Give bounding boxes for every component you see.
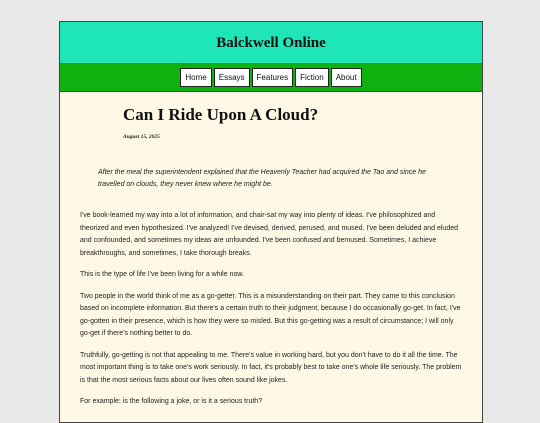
page-frame: [59, 21, 483, 423]
nav-about[interactable]: About: [331, 68, 362, 87]
post-date: August 15, 2025: [123, 134, 160, 140]
post-title: Can I Ride Upon A Cloud?: [123, 105, 319, 124]
paragraph: Truthfully, go-getting is not that appealing to me. There's value in working hard, but you don't have to do it all the time. The most important thing is to take one's work seriously. In fact, it's probably best to take one's whole life seriously. The problem is that the most serious facts about our lives often sound like jokes.: [80, 351, 462, 384]
nav-essays[interactable]: Essays: [214, 68, 250, 87]
site-header: [60, 22, 482, 64]
article-body: [80, 210, 462, 409]
site-title[interactable]: Balckwell Online: [216, 35, 326, 51]
nav-home[interactable]: Home: [180, 68, 211, 87]
paragraph: This is the type of life I've been living for a while now.: [80, 271, 244, 278]
epigraph: After the meal the superintendent explained that the Heavenly Teacher had acquired the Tao and since he travelled on clouds, they never knew where he might be.: [98, 169, 426, 188]
paragraph: For example: is the following a joke, or is it a serious truth?: [80, 398, 263, 405]
main-nav: [60, 64, 482, 92]
paragraph: I've book-learned my way into a lot of information, and chair-sat my way into plenty of ideas. I've philosophized and theorized and even hypothesized. I've analyzed! I've devised, derived, perused, and mused. I've been deluded and eluded and confounded, and sometimes my ideas are unfounded. I've been confused and bemused. Sometimes, I achieve breakthroughs, and sometimes, I take thorough breaks.: [80, 212, 458, 257]
nav-fiction[interactable]: Fiction: [295, 68, 329, 87]
nav-features[interactable]: Features: [252, 68, 294, 87]
article: [60, 105, 482, 409]
paragraph: Two people in the world think of me as a go-getter. This is a misunderstanding on their part. They came to this conclusion based on incomplete information. But there's a certain truth to their judgment, because I do occasionally go-get. In fact, I've go-gotten in their presence, which is how they were so misled. But this go-getting was a result of circumstance; I will only go-get if there's nothing better to do.: [80, 292, 461, 337]
